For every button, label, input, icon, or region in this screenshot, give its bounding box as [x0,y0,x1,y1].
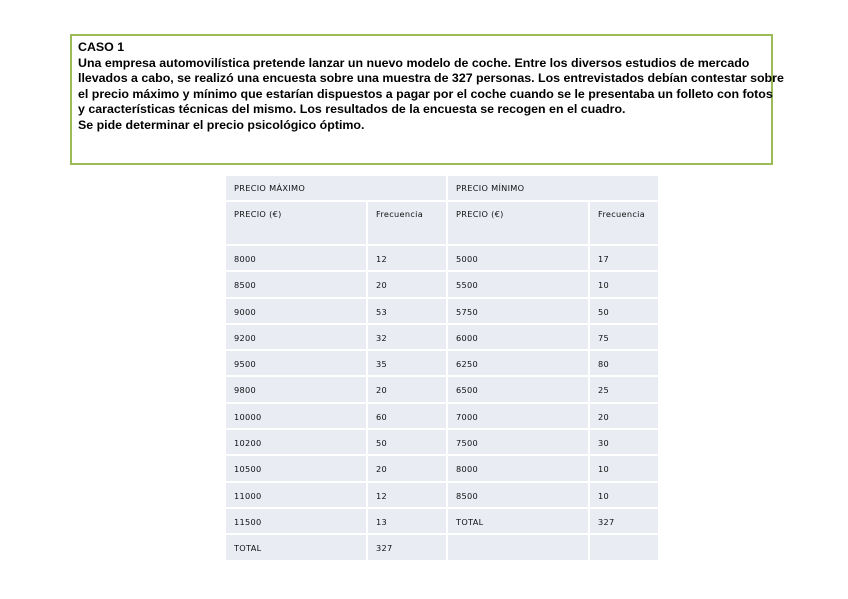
table-cell: 10 [589,482,659,508]
table-cell: 50 [589,298,659,324]
table-cell: 25 [589,376,659,402]
table-cell: 30 [589,429,659,455]
table-row [225,429,659,455]
table-cell: 9500 [225,350,367,376]
table-cell: 9200 [225,324,367,350]
table-cell: 5750 [447,298,589,324]
table-row [225,534,659,560]
case-text-line: Una empresa automovilística pretende lanzar un nuevo modelo de coche. Entre los diversos estudios de mercado [78,55,750,70]
table-row [225,508,659,534]
table-cell: 10000 [225,403,367,429]
table-cell [447,534,589,560]
case-question: Se pide determinar el precio psicológico óptimo. [78,117,365,132]
table-cell: TOTAL [447,508,589,534]
table-row [225,455,659,481]
table-cell: 32 [367,324,447,350]
table-cell: 8500 [225,271,367,297]
table-cell: 5000 [447,245,589,271]
table-cell: 10 [589,455,659,481]
table-row [225,350,659,376]
col-header: PRECIO (€) [447,201,589,245]
case-text-line: el precio máximo y mínimo que estarían dispuestos a pagar por el coche cuando se le presentaba un folleto con fotos [78,86,773,101]
survey-results-table [224,174,660,562]
table-row [225,271,659,297]
table-cell: 6250 [447,350,589,376]
table-cell: 7000 [447,403,589,429]
case-text-line: llevados a cabo, se realizó una encuesta sobre una muestra de 327 personas. Los entrevistados debían contestar sobre [78,71,784,85]
max-price-header: PRECIO MÁXIMO [225,175,447,201]
table-cell: 9800 [225,376,367,402]
table-row [225,324,659,350]
table-row [225,376,659,402]
table-cell: 9000 [225,298,367,324]
col-header: PRECIO (€) [225,201,367,245]
table-row [225,403,659,429]
case-title: CASO 1 [78,40,125,54]
table-cell: 10200 [225,429,367,455]
table-row [225,482,659,508]
table-cell: 8000 [225,245,367,271]
col-header: Frecuencia [367,201,447,245]
table-cell: 53 [367,298,447,324]
table-cell: 8000 [447,455,589,481]
table-cell: 13 [367,508,447,534]
table-cell: 20 [367,455,447,481]
table-cell: 75 [589,324,659,350]
table-cell: 6000 [447,324,589,350]
column-header-row [225,201,659,245]
table-cell: 10 [589,271,659,297]
table-cell: 12 [367,245,447,271]
col-header: Frecuencia [589,201,659,245]
table-cell: 17 [589,245,659,271]
table-cell: 327 [367,534,447,560]
table-cell: 60 [367,403,447,429]
min-price-header: PRECIO MÍNIMO [447,175,659,201]
table-cell: 7500 [447,429,589,455]
table-cell: 12 [367,482,447,508]
table-cell: TOTAL [225,534,367,560]
table-cell: 20 [367,376,447,402]
table-cell: 10500 [225,455,367,481]
table-row [225,245,659,271]
table-cell [589,534,659,560]
group-header-row [225,175,659,201]
table-cell: 20 [589,403,659,429]
case-statement-box [70,34,784,165]
table-cell: 8500 [447,482,589,508]
table-cell: 20 [367,271,447,297]
table-cell: 11500 [225,508,367,534]
table-cell: 5500 [447,271,589,297]
table-cell: 6500 [447,376,589,402]
table-cell: 11000 [225,482,367,508]
table-cell: 35 [367,350,447,376]
table-cell: 80 [589,350,659,376]
table-cell: 327 [589,508,659,534]
table-row [225,298,659,324]
case-text-line: y características técnicas del mismo. Los resultados de la encuesta se recogen en el cuadro. [78,102,626,116]
table-cell: 50 [367,429,447,455]
